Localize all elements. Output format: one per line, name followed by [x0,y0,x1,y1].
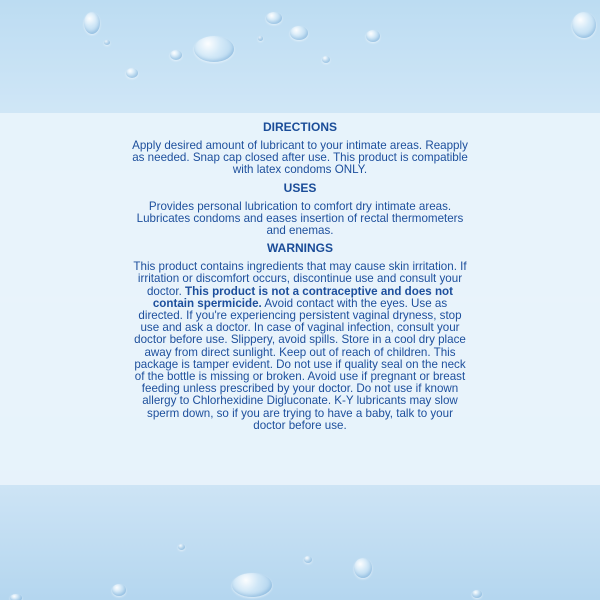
water-droplet [354,558,372,578]
water-droplet [126,68,138,78]
warnings-text [130,261,470,432]
water-droplet [178,544,185,550]
water-droplet [194,36,234,62]
contraceptive-warning: This product is not a contraceptive and does not contain spermicide. [152,284,453,310]
uses-text: Provides personal lubrication to comfort dry intimate areas. Lubricates condoms and eases insertion of rectal thermometers and enemas. [136,199,464,238]
warnings-text-rest: Avoid contact with the eyes. Use as directed. If you're experiencing persistent vaginal dryness, stop use and ask a doctor. In case of vaginal infection, consult your doctor before use. Slippery, avoid spills. Store in a cool dry place away from direct sunlight. Keep out of reach of children. This package is tamper evident. Do not use if quality seal on the neck of the bottle is missing or broken. Avoid use if pregnant or breast feeding unless prescribed by your doctor. Do not use if known allergy to Chlorhexidine Digluconate. K-Y lubricants may slow sperm down, so if you are trying to have a baby, talk to your doctor before use. [134,296,466,432]
water-droplet [572,12,596,38]
directions-text: Apply desired amount of lubricant to your intimate areas. Reapply as needed. Snap cap closed after use. This product is compatible with latex condoms ONLY. [132,139,468,177]
label-content [130,121,470,432]
water-droplet [366,30,380,42]
water-droplet [232,573,272,597]
water-droplet [104,40,110,45]
water-droplet [304,556,312,563]
water-droplet [10,594,22,600]
water-droplet [170,50,182,60]
water-droplet [290,26,308,40]
water-droplet [258,36,263,41]
warnings-text-intro: This product contains ingredients that may cause skin irritation. If irritation or discomfort occurs, discontinue use and consult your doctor. [133,260,467,298]
warnings-heading: WARNINGS [267,241,333,256]
water-droplet [84,12,100,34]
water-droplet [472,590,482,598]
directions-heading: DIRECTIONS [262,120,337,134]
water-droplet [112,584,126,596]
water-droplet [266,12,282,24]
water-droplet [322,56,330,63]
uses-heading: USES [283,180,317,195]
